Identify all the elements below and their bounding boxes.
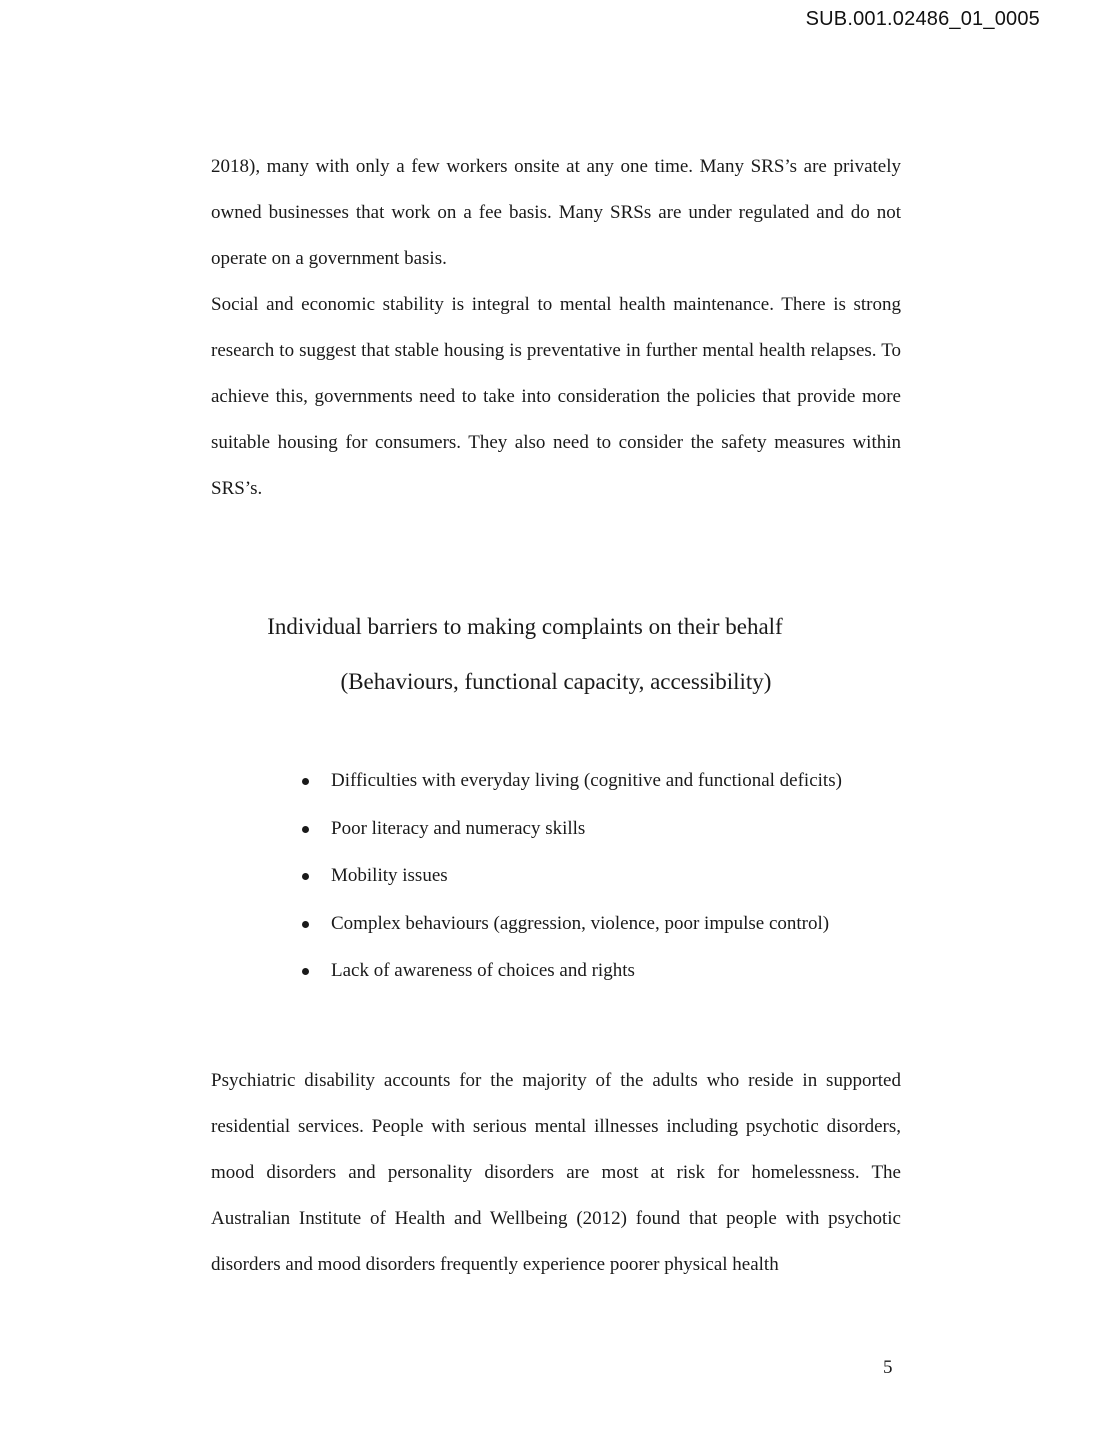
page-number: 5 xyxy=(883,1357,893,1378)
barriers-list xyxy=(300,764,920,1002)
list-item xyxy=(300,859,920,907)
list-item-text: Complex behaviours (aggression, violence, poor impulse control) xyxy=(331,912,830,934)
section-heading: Individual barriers to making complaints on their behalf xyxy=(267,614,783,639)
list-item xyxy=(300,812,920,860)
paragraph-psychiatric-disability: Psychiatric disability accounts for the majority of the adults who reside in supported residential services. People with serious mental illnesses including psychotic disorders, mood disorders and personality disorders are most at risk for homelessness. The Australian Institute of Health and Wellbeing (2012) found that people with psychotic disorders and mood disorders frequently experience poorer physical health xyxy=(211,1070,901,1275)
list-item xyxy=(300,954,920,1002)
document-id: SUB.001.02486_01_0005 xyxy=(805,8,1040,30)
bullet-icon xyxy=(302,921,309,928)
bullet-icon xyxy=(302,826,309,833)
list-item xyxy=(300,764,920,812)
list-item xyxy=(300,907,920,955)
list-item-text: Poor literacy and numeracy skills xyxy=(331,817,586,839)
bullet-icon xyxy=(302,873,309,880)
section-subheading: (Behaviours, functional capacity, accessibility) xyxy=(340,669,772,694)
list-item-text: Mobility issues xyxy=(331,865,448,886)
bullet-icon xyxy=(302,778,309,785)
paragraph-srs-ownership: 2018), many with only a few workers onsite at any one time. Many SRS’s are privately owned businesses that work on a fee basis. Many SRSs are under regulated and do not operate on a government basis. xyxy=(211,156,901,269)
paragraph-social-stability: Social and economic stability is integral to mental health maintenance. There is strong research to suggest that stable housing is preventative in further mental health relapses. To achieve this, governments need to take into consideration the policies that provide more suitable housing for consumers. They also need to consider the safety measures within SRS’s. xyxy=(211,294,901,499)
list-item-text: Difficulties with everyday living (cognitive and functional deficits) xyxy=(331,770,842,791)
bullet-icon xyxy=(302,968,309,975)
list-item-text: Lack of awareness of choices and rights xyxy=(331,960,635,981)
